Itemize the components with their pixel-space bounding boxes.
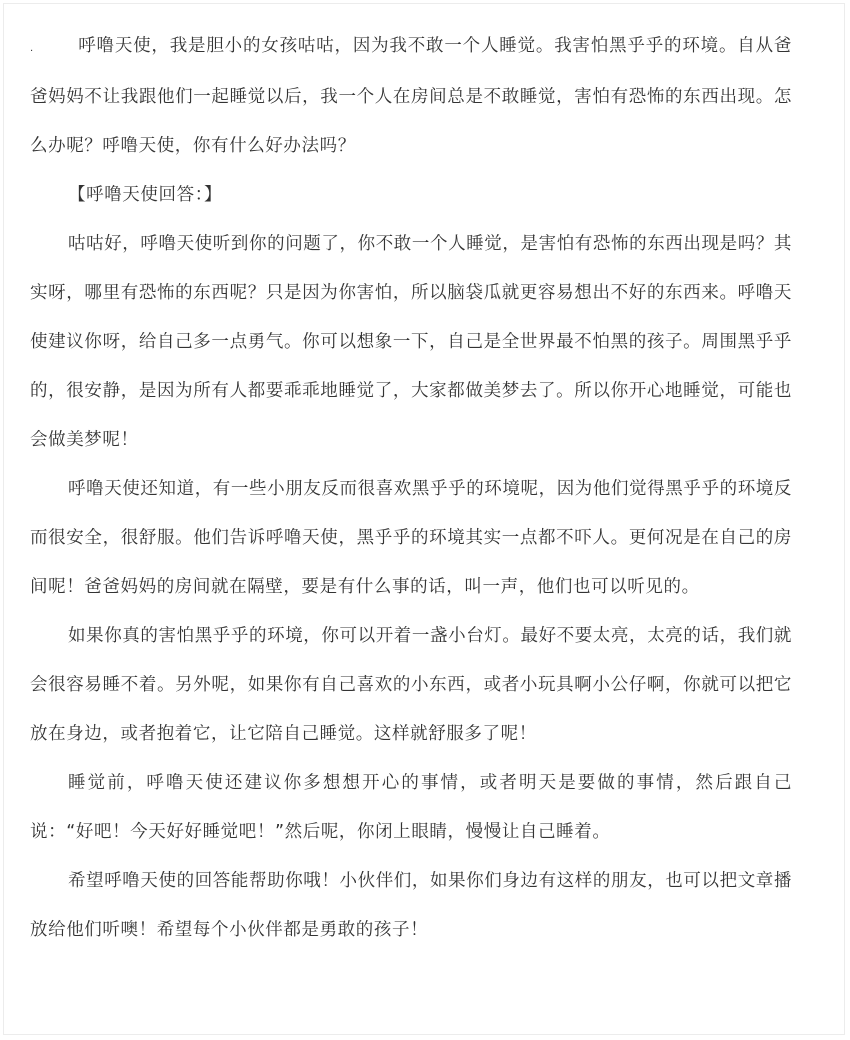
- lead-mark: .: [30, 43, 34, 54]
- article-body: [30, 22, 792, 955]
- paragraph-answer-4: 睡觉前，呼噜天使还建议你多想想开心的事情，或者明天是要做的事情，然后跟自己说：“好吧！今天好好睡觉吧！”然后呢，你闭上眼睛，慢慢让自己睡着。: [30, 773, 792, 842]
- paragraph-answer-2: 呼噜天使还知道，有一些小朋友反而很喜欢黑乎乎的环境呢，因为他们觉得黑乎乎的环境反而很安全，很舒服。他们告诉呼噜天使，黑乎乎的环境其实一点都不吓人。更何况是在自己的房间呢！爸爸妈妈的房间就在隔壁，要是有什么事的话，叫一声，他们也可以听见的。: [30, 479, 792, 597]
- paragraph-text: 呼噜天使，我是胆小的女孩咕咕，因为我不敢一个人睡觉。我害怕黑乎乎的环境。自从爸爸妈妈不让我跟他们一起睡觉以后，我一个人在房间总是不敢睡觉，害怕有恐怖的东西出现。怎么办呢？呼噜天使，你有什么好办法吗？: [30, 36, 792, 156]
- paragraph-closing: 希望呼噜天使的回答能帮助你哦！小伙伴们，如果你们身边有这样的朋友，也可以把文章播放给他们听噢！希望每个小伙伴都是勇敢的孩子！: [30, 871, 792, 940]
- paragraph-answer-heading: 【呼噜天使回答：】: [68, 185, 223, 205]
- paragraph-answer-1: 咕咕好，呼噜天使听到你的问题了，你不敢一个人睡觉，是害怕有恐怖的东西出现是吗？其实呀，哪里有恐怖的东西呢？只是因为你害怕，所以脑袋瓜就更容易想出不好的东西来。呼噜天使建议你呀，给自己多一点勇气。你可以想象一下，自己是全世界最不怕黑的孩子。周围黑乎乎的，很安静，是因为所有人都要乖乖地睡觉了，大家都做美梦去了。所以你开心地睡觉，可能也会做美梦呢！: [30, 234, 792, 450]
- paragraph-answer-3: 如果你真的害怕黑乎乎的环境，你可以开着一盏小台灯。最好不要太亮，太亮的话，我们就会很容易睡不着。另外呢，如果你有自己喜欢的小东西，或者小玩具啊小公仔啊，你就可以把它放在身边，或者抱着它，让它陪自己睡觉。这样就舒服多了呢！: [30, 626, 792, 744]
- paragraph-question: [30, 22, 792, 171]
